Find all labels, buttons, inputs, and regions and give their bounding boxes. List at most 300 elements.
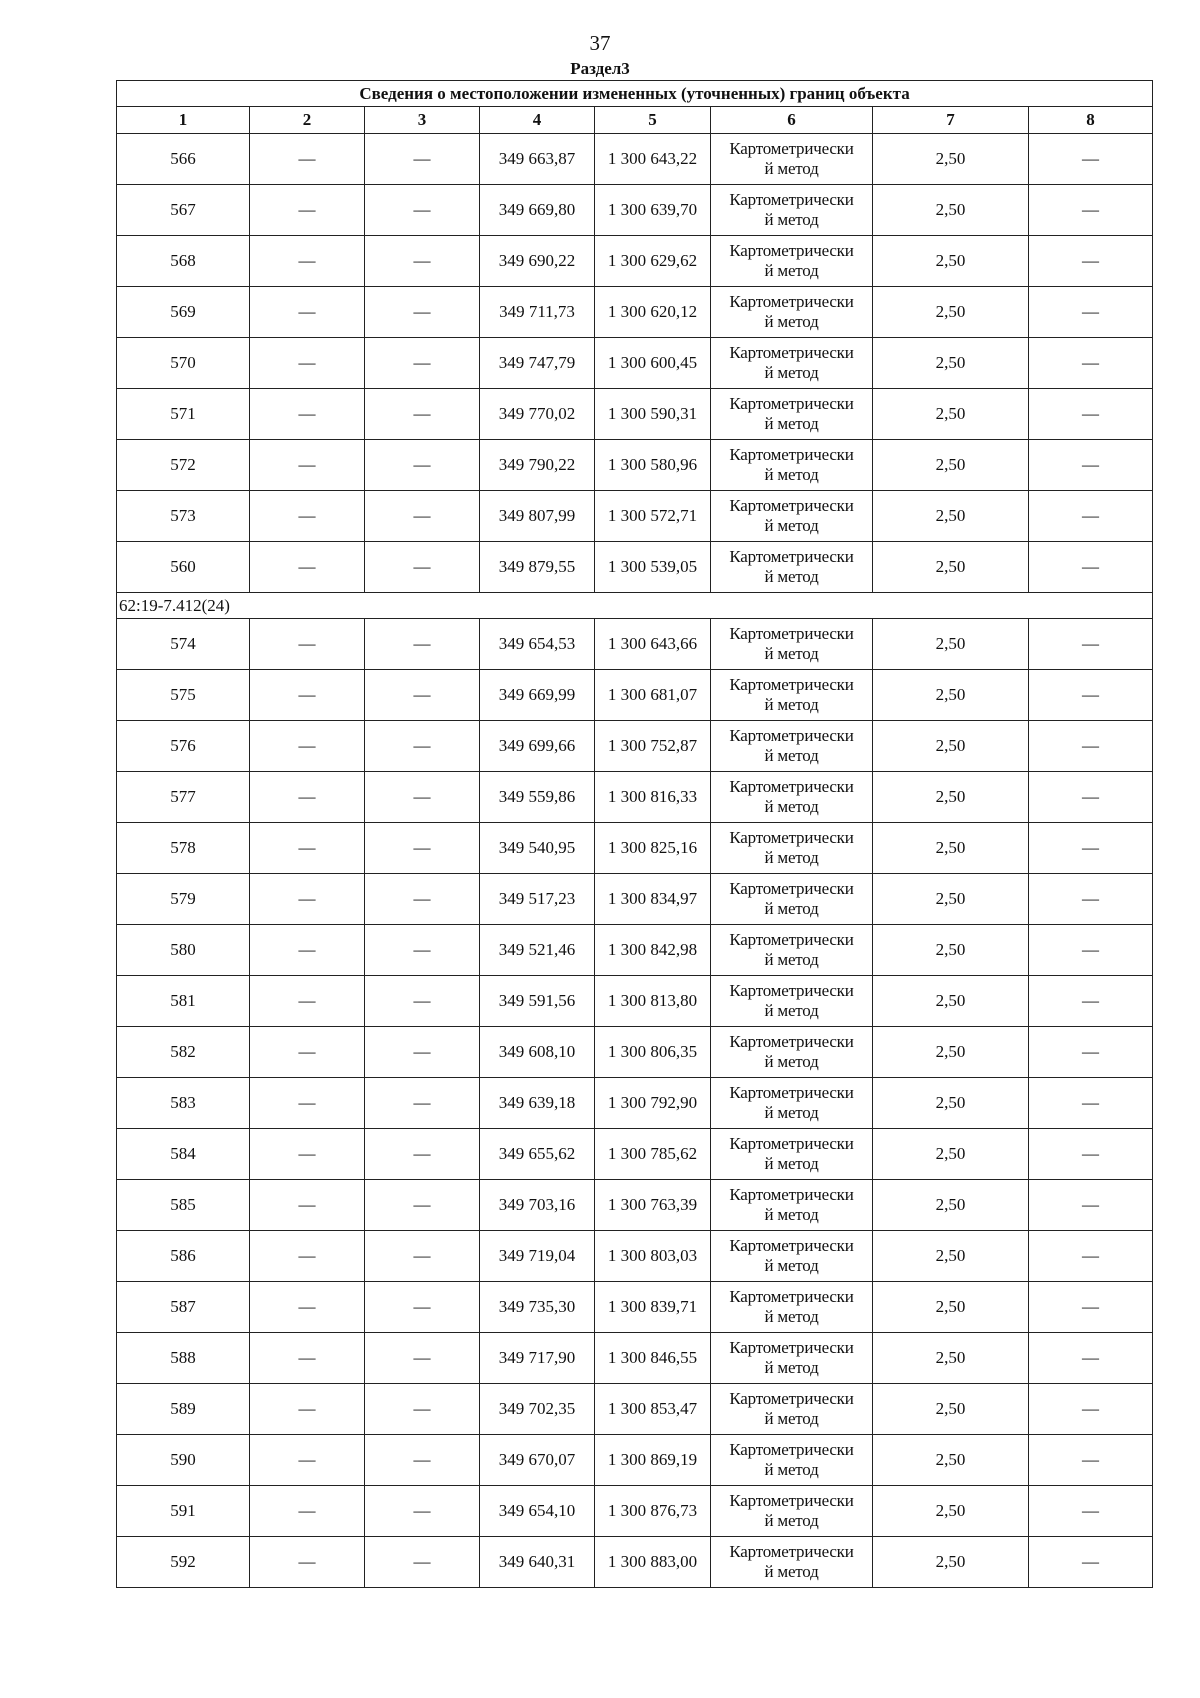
col3-dash: — (365, 440, 480, 491)
col2-dash: — (250, 1282, 365, 1333)
method-line1: Картометрически (729, 547, 854, 566)
method-line2: й метод (764, 797, 819, 816)
col2-dash: — (250, 1537, 365, 1588)
col2-dash: — (250, 134, 365, 185)
coord-y: 1 300 590,31 (595, 389, 711, 440)
accuracy: 2,50 (873, 1333, 1029, 1384)
coord-x: 349 770,02 (480, 389, 595, 440)
method-cell (711, 1384, 873, 1435)
method-line1: Картометрически (729, 981, 854, 1000)
method-line1: Картометрически (729, 1287, 854, 1306)
coord-y: 1 300 876,73 (595, 1486, 711, 1537)
point-number: 590 (117, 1435, 250, 1486)
col2-dash: — (250, 1027, 365, 1078)
col2-dash: — (250, 185, 365, 236)
column-header-8: 8 (1029, 107, 1153, 134)
table-row (117, 287, 1153, 338)
col2-dash: — (250, 1486, 365, 1537)
point-number: 568 (117, 236, 250, 287)
col8-dash: — (1029, 772, 1153, 823)
coord-y: 1 300 785,62 (595, 1129, 711, 1180)
method-cell (711, 874, 873, 925)
col2-dash: — (250, 1435, 365, 1486)
method-cell (711, 1486, 873, 1537)
method-cell (711, 1231, 873, 1282)
method-line1: Картометрически (729, 828, 854, 847)
method-line2: й метод (764, 1307, 819, 1326)
point-number: 580 (117, 925, 250, 976)
coord-y: 1 300 842,98 (595, 925, 711, 976)
col8-dash: — (1029, 1282, 1153, 1333)
table-row (117, 134, 1153, 185)
accuracy: 2,50 (873, 874, 1029, 925)
col2-dash: — (250, 440, 365, 491)
col3-dash: — (365, 1333, 480, 1384)
point-number: 587 (117, 1282, 250, 1333)
coord-y: 1 300 883,00 (595, 1537, 711, 1588)
method-line1: Картометрически (729, 726, 854, 745)
method-line1: Картометрически (729, 1491, 854, 1510)
coord-x: 349 654,10 (480, 1486, 595, 1537)
col2-dash: — (250, 976, 365, 1027)
method-cell (711, 1129, 873, 1180)
col3-dash: — (365, 925, 480, 976)
coord-y: 1 300 853,47 (595, 1384, 711, 1435)
col8-dash: — (1029, 185, 1153, 236)
col2-dash: — (250, 338, 365, 389)
coord-x: 349 608,10 (480, 1027, 595, 1078)
method-cell (711, 823, 873, 874)
table-row (117, 236, 1153, 287)
col2-dash: — (250, 287, 365, 338)
coord-x: 349 703,16 (480, 1180, 595, 1231)
col2-dash: — (250, 542, 365, 593)
method-cell (711, 440, 873, 491)
coordinates-table (116, 80, 1153, 1588)
coord-y: 1 300 806,35 (595, 1027, 711, 1078)
table-row (117, 772, 1153, 823)
method-line1: Картометрически (729, 292, 854, 311)
accuracy: 2,50 (873, 185, 1029, 236)
coord-x: 349 521,46 (480, 925, 595, 976)
method-line1: Картометрически (729, 1236, 854, 1255)
col2-dash: — (250, 1129, 365, 1180)
coord-x: 349 540,95 (480, 823, 595, 874)
method-line2: й метод (764, 1001, 819, 1020)
table-row (117, 1180, 1153, 1231)
coord-y: 1 300 803,03 (595, 1231, 711, 1282)
method-cell (711, 134, 873, 185)
table-row (117, 1129, 1153, 1180)
coord-x: 349 669,99 (480, 670, 595, 721)
col3-dash: — (365, 1384, 480, 1435)
point-number: 571 (117, 389, 250, 440)
col8-dash: — (1029, 1231, 1153, 1282)
table-caption: Сведения о местоположении измененных (уточненных) границ объекта (117, 81, 1153, 107)
col2-dash: — (250, 1231, 365, 1282)
coord-x: 349 702,35 (480, 1384, 595, 1435)
col8-dash: — (1029, 1537, 1153, 1588)
accuracy: 2,50 (873, 823, 1029, 874)
col8-dash: — (1029, 338, 1153, 389)
col3-dash: — (365, 670, 480, 721)
accuracy: 2,50 (873, 976, 1029, 1027)
column-header-5: 5 (595, 107, 711, 134)
col2-dash: — (250, 874, 365, 925)
method-cell (711, 925, 873, 976)
col8-dash: — (1029, 874, 1153, 925)
point-number: 588 (117, 1333, 250, 1384)
method-cell (711, 976, 873, 1027)
table-row (117, 925, 1153, 976)
accuracy: 2,50 (873, 1129, 1029, 1180)
col3-dash: — (365, 721, 480, 772)
accuracy: 2,50 (873, 440, 1029, 491)
col8-dash: — (1029, 1333, 1153, 1384)
col3-dash: — (365, 619, 480, 670)
method-cell (711, 721, 873, 772)
method-line2: й метод (764, 899, 819, 918)
table-row (117, 338, 1153, 389)
method-line1: Картометрически (729, 1542, 854, 1561)
method-line2: й метод (764, 414, 819, 433)
method-line1: Картометрически (729, 777, 854, 796)
col2-dash: — (250, 491, 365, 542)
method-cell (711, 1078, 873, 1129)
col3-dash: — (365, 1282, 480, 1333)
coord-x: 349 559,86 (480, 772, 595, 823)
coord-x: 349 640,31 (480, 1537, 595, 1588)
col2-dash: — (250, 1333, 365, 1384)
method-line2: й метод (764, 746, 819, 765)
method-cell (711, 338, 873, 389)
col2-dash: — (250, 823, 365, 874)
accuracy: 2,50 (873, 389, 1029, 440)
col3-dash: — (365, 874, 480, 925)
coord-x: 349 639,18 (480, 1078, 595, 1129)
method-line1: Картометрически (729, 675, 854, 694)
table-row (117, 1231, 1153, 1282)
method-line2: й метод (764, 1562, 819, 1581)
method-line1: Картометрически (729, 930, 854, 949)
accuracy: 2,50 (873, 1231, 1029, 1282)
table-row (117, 823, 1153, 874)
coord-x: 349 747,79 (480, 338, 595, 389)
coord-y: 1 300 763,39 (595, 1180, 711, 1231)
accuracy: 2,50 (873, 670, 1029, 721)
col2-dash: — (250, 619, 365, 670)
method-line2: й метод (764, 1103, 819, 1122)
col2-dash: — (250, 1078, 365, 1129)
method-cell (711, 1333, 873, 1384)
accuracy: 2,50 (873, 287, 1029, 338)
col2-dash: — (250, 1180, 365, 1231)
accuracy: 2,50 (873, 925, 1029, 976)
point-number: 560 (117, 542, 250, 593)
coord-y: 1 300 572,71 (595, 491, 711, 542)
coord-y: 1 300 752,87 (595, 721, 711, 772)
col3-dash: — (365, 1027, 480, 1078)
table-row (117, 1027, 1153, 1078)
coord-y: 1 300 643,66 (595, 619, 711, 670)
coord-x: 349 591,56 (480, 976, 595, 1027)
coord-x: 349 719,04 (480, 1231, 595, 1282)
coord-y: 1 300 681,07 (595, 670, 711, 721)
method-line2: й метод (764, 848, 819, 867)
column-header-4: 4 (480, 107, 595, 134)
accuracy: 2,50 (873, 1384, 1029, 1435)
coord-x: 349 690,22 (480, 236, 595, 287)
table-row (117, 389, 1153, 440)
table-row (117, 440, 1153, 491)
method-line2: й метод (764, 1358, 819, 1377)
accuracy: 2,50 (873, 1486, 1029, 1537)
point-number: 577 (117, 772, 250, 823)
table-row (117, 1282, 1153, 1333)
table-row (117, 721, 1153, 772)
accuracy: 2,50 (873, 1282, 1029, 1333)
table-row (117, 874, 1153, 925)
col2-dash: — (250, 389, 365, 440)
table-row (117, 185, 1153, 236)
coord-x: 349 670,07 (480, 1435, 595, 1486)
accuracy: 2,50 (873, 1027, 1029, 1078)
method-cell (711, 1180, 873, 1231)
col8-dash: — (1029, 1384, 1153, 1435)
method-line2: й метод (764, 261, 819, 280)
coord-y: 1 300 834,97 (595, 874, 711, 925)
method-cell (711, 619, 873, 670)
method-cell (711, 1435, 873, 1486)
accuracy: 2,50 (873, 1435, 1029, 1486)
method-line2: й метод (764, 950, 819, 969)
col3-dash: — (365, 1129, 480, 1180)
column-header-row (117, 107, 1153, 134)
accuracy: 2,50 (873, 1180, 1029, 1231)
coord-x: 349 711,73 (480, 287, 595, 338)
method-line1: Картометрически (729, 496, 854, 515)
col8-dash: — (1029, 542, 1153, 593)
accuracy: 2,50 (873, 619, 1029, 670)
coord-y: 1 300 539,05 (595, 542, 711, 593)
col2-dash: — (250, 772, 365, 823)
method-line1: Картометрически (729, 445, 854, 464)
point-number: 572 (117, 440, 250, 491)
method-line1: Картометрически (729, 879, 854, 898)
method-line2: й метод (764, 1256, 819, 1275)
table-row (117, 670, 1153, 721)
col3-dash: — (365, 1231, 480, 1282)
coord-x: 349 699,66 (480, 721, 595, 772)
point-number: 589 (117, 1384, 250, 1435)
col8-dash: — (1029, 1180, 1153, 1231)
method-line2: й метод (764, 312, 819, 331)
method-line2: й метод (764, 159, 819, 178)
method-line2: й метод (764, 1409, 819, 1428)
col3-dash: — (365, 1486, 480, 1537)
point-number: 583 (117, 1078, 250, 1129)
column-header-6: 6 (711, 107, 873, 134)
method-cell (711, 1027, 873, 1078)
col2-dash: — (250, 670, 365, 721)
coord-y: 1 300 816,33 (595, 772, 711, 823)
method-cell (711, 1537, 873, 1588)
table-row (117, 1333, 1153, 1384)
accuracy: 2,50 (873, 721, 1029, 772)
point-number: 574 (117, 619, 250, 670)
method-line2: й метод (764, 1460, 819, 1479)
method-line1: Картометрически (729, 1032, 854, 1051)
method-line2: й метод (764, 210, 819, 229)
table-row (117, 542, 1153, 593)
table-row (117, 491, 1153, 542)
method-cell (711, 670, 873, 721)
table-row (117, 1078, 1153, 1129)
col8-dash: — (1029, 823, 1153, 874)
method-cell (711, 1282, 873, 1333)
method-line1: Картометрически (729, 1389, 854, 1408)
col8-dash: — (1029, 721, 1153, 772)
point-number: 586 (117, 1231, 250, 1282)
method-line2: й метод (764, 363, 819, 382)
point-number: 566 (117, 134, 250, 185)
coord-x: 349 879,55 (480, 542, 595, 593)
method-line2: й метод (764, 1154, 819, 1173)
col3-dash: — (365, 1435, 480, 1486)
table-body (117, 134, 1153, 1588)
column-header-2: 2 (250, 107, 365, 134)
col8-dash: — (1029, 491, 1153, 542)
col8-dash: — (1029, 134, 1153, 185)
accuracy: 2,50 (873, 491, 1029, 542)
method-line2: й метод (764, 567, 819, 586)
point-number: 576 (117, 721, 250, 772)
col8-dash: — (1029, 925, 1153, 976)
point-number: 592 (117, 1537, 250, 1588)
method-cell (711, 185, 873, 236)
method-line1: Картометрически (729, 139, 854, 158)
col2-dash: — (250, 721, 365, 772)
point-number: 569 (117, 287, 250, 338)
coord-y: 1 300 639,70 (595, 185, 711, 236)
table-row (117, 1537, 1153, 1588)
accuracy: 2,50 (873, 338, 1029, 389)
coord-x: 349 655,62 (480, 1129, 595, 1180)
point-number: 579 (117, 874, 250, 925)
col8-dash: — (1029, 1078, 1153, 1129)
col3-dash: — (365, 1180, 480, 1231)
group-label: 62:19-7.412(24) (117, 593, 1153, 619)
table-row (117, 1384, 1153, 1435)
column-header-7: 7 (873, 107, 1029, 134)
col3-dash: — (365, 389, 480, 440)
col8-dash: — (1029, 389, 1153, 440)
col3-dash: — (365, 338, 480, 389)
column-header-3: 3 (365, 107, 480, 134)
col3-dash: — (365, 185, 480, 236)
coord-y: 1 300 580,96 (595, 440, 711, 491)
method-line1: Картометрически (729, 394, 854, 413)
coord-x: 349 790,22 (480, 440, 595, 491)
col2-dash: — (250, 236, 365, 287)
col3-dash: — (365, 287, 480, 338)
col3-dash: — (365, 491, 480, 542)
method-cell (711, 542, 873, 593)
col3-dash: — (365, 1078, 480, 1129)
col8-dash: — (1029, 1435, 1153, 1486)
method-line2: й метод (764, 644, 819, 663)
method-line2: й метод (764, 1511, 819, 1530)
col8-dash: — (1029, 287, 1153, 338)
point-number: 584 (117, 1129, 250, 1180)
col8-dash: — (1029, 670, 1153, 721)
method-line2: й метод (764, 465, 819, 484)
point-number: 573 (117, 491, 250, 542)
point-number: 578 (117, 823, 250, 874)
accuracy: 2,50 (873, 236, 1029, 287)
accuracy: 2,50 (873, 772, 1029, 823)
method-line2: й метод (764, 516, 819, 535)
point-number: 582 (117, 1027, 250, 1078)
method-line2: й метод (764, 1205, 819, 1224)
coord-y: 1 300 629,62 (595, 236, 711, 287)
method-line1: Картометрически (729, 1338, 854, 1357)
method-cell (711, 389, 873, 440)
section-title: Раздел3 (570, 59, 630, 78)
col8-dash: — (1029, 1027, 1153, 1078)
method-line1: Картометрически (729, 1185, 854, 1204)
col8-dash: — (1029, 1129, 1153, 1180)
coord-y: 1 300 620,12 (595, 287, 711, 338)
col3-dash: — (365, 976, 480, 1027)
method-cell (711, 772, 873, 823)
point-number: 567 (117, 185, 250, 236)
col8-dash: — (1029, 440, 1153, 491)
point-number: 585 (117, 1180, 250, 1231)
col8-dash: — (1029, 619, 1153, 670)
col3-dash: — (365, 823, 480, 874)
coord-x: 349 517,23 (480, 874, 595, 925)
coord-x: 349 807,99 (480, 491, 595, 542)
col8-dash: — (1029, 1486, 1153, 1537)
method-line1: Картометрически (729, 241, 854, 260)
coord-y: 1 300 813,80 (595, 976, 711, 1027)
coord-x: 349 663,87 (480, 134, 595, 185)
method-cell (711, 236, 873, 287)
method-line1: Картометрически (729, 1440, 854, 1459)
coord-x: 349 735,30 (480, 1282, 595, 1333)
col3-dash: — (365, 134, 480, 185)
col3-dash: — (365, 236, 480, 287)
coord-y: 1 300 869,19 (595, 1435, 711, 1486)
accuracy: 2,50 (873, 1537, 1029, 1588)
coord-x: 349 654,53 (480, 619, 595, 670)
accuracy: 2,50 (873, 1078, 1029, 1129)
method-line1: Картометрически (729, 1134, 854, 1153)
col3-dash: — (365, 1537, 480, 1588)
point-number: 591 (117, 1486, 250, 1537)
method-line2: й метод (764, 695, 819, 714)
col3-dash: — (365, 542, 480, 593)
coord-y: 1 300 846,55 (595, 1333, 711, 1384)
accuracy: 2,50 (873, 542, 1029, 593)
point-number: 575 (117, 670, 250, 721)
coord-y: 1 300 600,45 (595, 338, 711, 389)
col8-dash: — (1029, 976, 1153, 1027)
coord-x: 349 717,90 (480, 1333, 595, 1384)
col2-dash: — (250, 925, 365, 976)
col8-dash: — (1029, 236, 1153, 287)
